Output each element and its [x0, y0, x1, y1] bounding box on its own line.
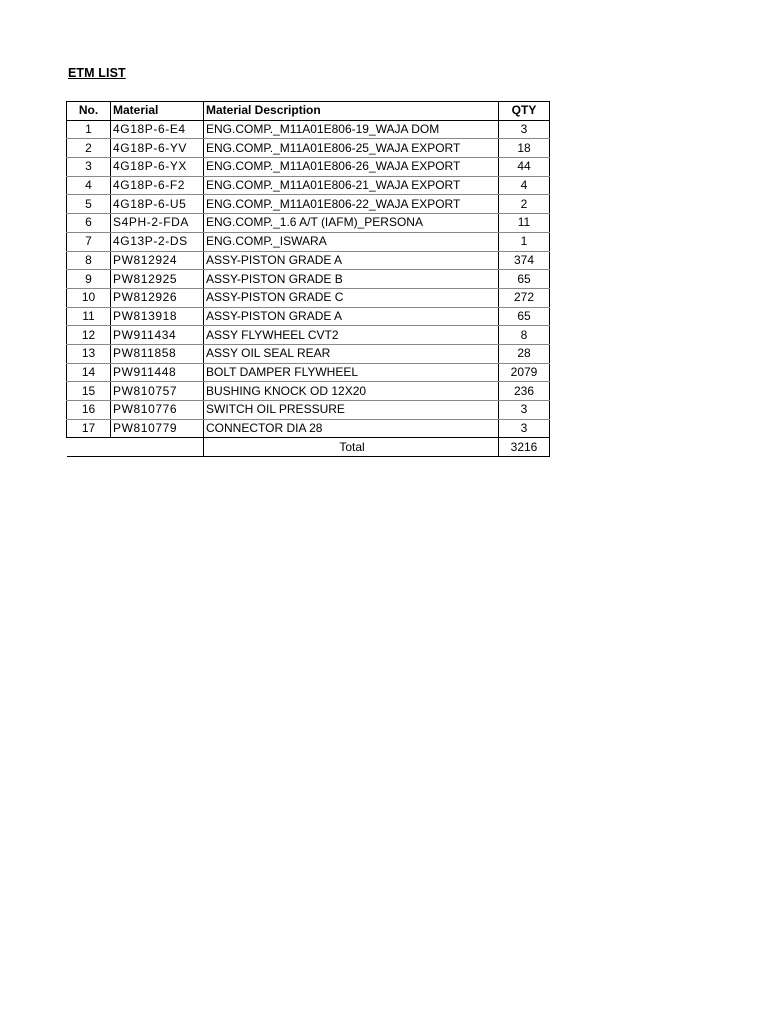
cell-no: 6 — [67, 214, 111, 233]
table-row — [67, 176, 550, 195]
cell-qty: 3 — [499, 120, 550, 139]
total-value: 3216 — [499, 438, 550, 457]
cell-material: 4G18P-6-YV — [111, 139, 204, 158]
cell-material: PW813918 — [111, 307, 204, 326]
cell-qty: 65 — [499, 270, 550, 289]
cell-material: 4G18P-6-E4 — [111, 120, 204, 139]
cell-description: ENG.COMP._M11A01E806-26_WAJA EXPORT — [204, 158, 499, 177]
cell-no: 14 — [67, 363, 111, 382]
cell-description: BUSHING KNOCK OD 12X20 — [204, 382, 499, 401]
cell-description: BOLT DAMPER FLYWHEEL — [204, 363, 499, 382]
cell-qty: 236 — [499, 382, 550, 401]
cell-description: ENG.COMP._M11A01E806-22_WAJA EXPORT — [204, 195, 499, 214]
table-row — [67, 288, 550, 307]
cell-no: 8 — [67, 251, 111, 270]
cell-no: 7 — [67, 232, 111, 251]
cell-description: ENG.COMP._M11A01E806-21_WAJA EXPORT — [204, 176, 499, 195]
page-title: ETM LIST — [68, 66, 126, 80]
cell-description: CONNECTOR DIA 28 — [204, 419, 499, 438]
cell-material: 4G13P-2-DS — [111, 232, 204, 251]
cell-material: PW810776 — [111, 401, 204, 420]
cell-material: PW812925 — [111, 270, 204, 289]
cell-qty: 3 — [499, 419, 550, 438]
cell-qty: 44 — [499, 158, 550, 177]
table-row — [67, 363, 550, 382]
cell-material: PW812926 — [111, 288, 204, 307]
cell-description: ASSY-PISTON GRADE B — [204, 270, 499, 289]
total-row — [67, 438, 550, 457]
table-row — [67, 120, 550, 139]
table-row — [67, 401, 550, 420]
cell-description: ENG.COMP._M11A01E806-25_WAJA EXPORT — [204, 139, 499, 158]
cell-material: PW810757 — [111, 382, 204, 401]
table-row — [67, 344, 550, 363]
table-row — [67, 195, 550, 214]
cell-no: 12 — [67, 326, 111, 345]
cell-description: ASSY FLYWHEEL CVT2 — [204, 326, 499, 345]
cell-qty: 374 — [499, 251, 550, 270]
cell-no: 5 — [67, 195, 111, 214]
table-row — [67, 251, 550, 270]
cell-qty: 2079 — [499, 363, 550, 382]
cell-material: 4G18P-6-U5 — [111, 195, 204, 214]
table-row — [67, 270, 550, 289]
cell-qty: 272 — [499, 288, 550, 307]
table-row — [67, 139, 550, 158]
cell-no: 13 — [67, 344, 111, 363]
table-row — [67, 158, 550, 177]
cell-description: ASSY OIL SEAL REAR — [204, 344, 499, 363]
table-body — [67, 120, 550, 438]
cell-no: 9 — [67, 270, 111, 289]
cell-description: ENG.COMP._M11A01E806-19_WAJA DOM — [204, 120, 499, 139]
header-description: Material Description — [204, 102, 499, 121]
cell-no: 11 — [67, 307, 111, 326]
header-no: No. — [67, 102, 111, 121]
cell-no: 3 — [67, 158, 111, 177]
cell-qty: 65 — [499, 307, 550, 326]
cell-material: PW810779 — [111, 419, 204, 438]
cell-description: ENG.COMP._1.6 A/T (IAFM)_PERSONA — [204, 214, 499, 233]
cell-material: 4G18P-6-YX — [111, 158, 204, 177]
cell-no: 4 — [67, 176, 111, 195]
cell-qty: 4 — [499, 176, 550, 195]
cell-material: PW911434 — [111, 326, 204, 345]
cell-no: 1 — [67, 120, 111, 139]
cell-qty: 3 — [499, 401, 550, 420]
cell-no: 2 — [67, 139, 111, 158]
cell-material: PW812924 — [111, 251, 204, 270]
total-blank-cell — [67, 438, 204, 457]
cell-material: S4PH-2-FDA — [111, 214, 204, 233]
cell-description: ASSY-PISTON GRADE A — [204, 251, 499, 270]
cell-qty: 28 — [499, 344, 550, 363]
header-material: Material — [111, 102, 204, 121]
cell-qty: 2 — [499, 195, 550, 214]
total-label: Total — [204, 438, 499, 457]
table-row — [67, 214, 550, 233]
cell-material: PW911448 — [111, 363, 204, 382]
cell-qty: 1 — [499, 232, 550, 251]
table-row — [67, 419, 550, 438]
cell-material: 4G18P-6-F2 — [111, 176, 204, 195]
cell-no: 15 — [67, 382, 111, 401]
cell-no: 17 — [67, 419, 111, 438]
table-row — [67, 232, 550, 251]
etm-table — [66, 101, 550, 457]
table-header-row — [67, 102, 550, 121]
cell-description: SWITCH OIL PRESSURE — [204, 401, 499, 420]
header-qty: QTY — [499, 102, 550, 121]
cell-description: ASSY-PISTON GRADE A — [204, 307, 499, 326]
cell-no: 16 — [67, 401, 111, 420]
table-row — [67, 326, 550, 345]
cell-material: PW811858 — [111, 344, 204, 363]
cell-description: ASSY-PISTON GRADE C — [204, 288, 499, 307]
table-row — [67, 382, 550, 401]
cell-description: ENG.COMP._ISWARA — [204, 232, 499, 251]
cell-qty: 8 — [499, 326, 550, 345]
cell-qty: 18 — [499, 139, 550, 158]
cell-qty: 11 — [499, 214, 550, 233]
cell-no: 10 — [67, 288, 111, 307]
table-row — [67, 307, 550, 326]
